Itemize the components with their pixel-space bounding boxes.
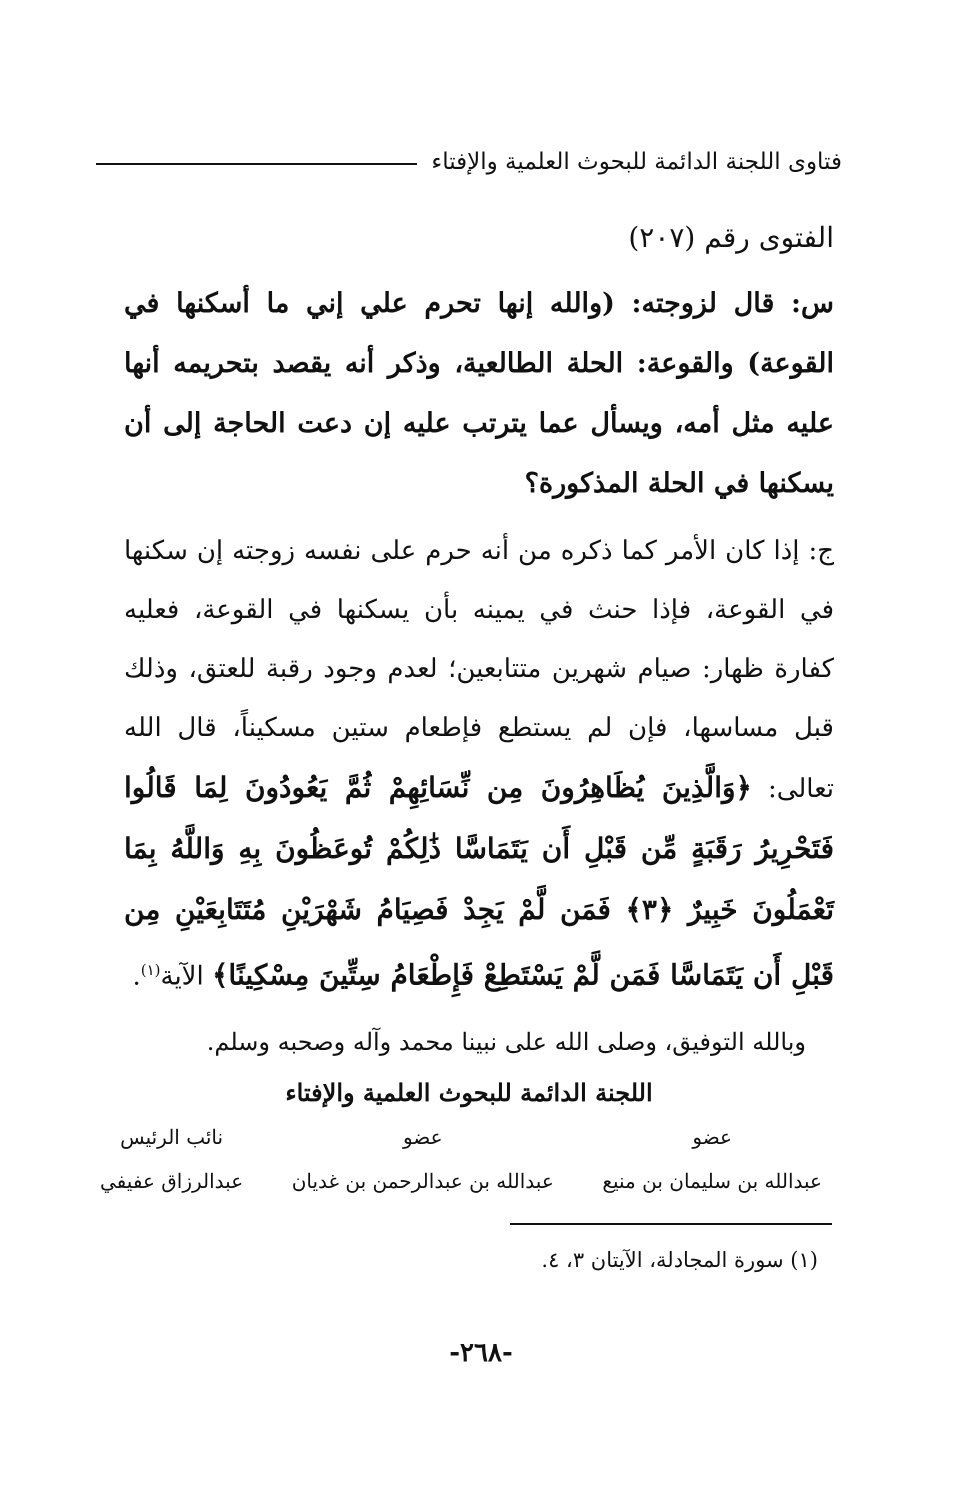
signatories — [100, 1125, 822, 1193]
signer-2 — [292, 1125, 554, 1193]
signer-name: عبدالرزاق عفيفي — [100, 1169, 244, 1193]
fatwa-body — [124, 208, 834, 1071]
signer-name: عبدالله بن عبدالرحمن بن غديان — [291, 1169, 554, 1193]
signer-role: نائب الرئيس — [120, 1125, 224, 1149]
committee-name: اللجنة الدائمة للبحوث العلمية والإفتاء — [285, 1078, 653, 1107]
footnote-separator — [510, 1223, 832, 1225]
fatwa-number: الفتوى رقم (٢٠٧) — [628, 221, 834, 254]
answer-paragraph: ج: إذا كان الأمر كما ذكره من أنه حرم على نفسه زوجته إن سكنها في القوعة، فإذا حنث في يمينه بأن يسكنها في القوعة، فعليه كفارة ظهار: صيام شهرين متتابعين؛ لعدم وجود رقبة للعتق، وذلك قبل مساسها، فإن لم يستطع فإطعام ستين مسكيناً، قال الله تعالى: ﴿وَالَّذِينَ يُظَاهِرُونَ مِن نِّسَائِهِمْ ثُمَّ يَعُودُونَ لِمَا قَالُوا فَتَحْرِيرُ رَقَبَةٍ مِّن قَبْلِ أَن يَتَمَاسَّا ذَٰلِكُمْ تُوعَظُونَ بِهِ وَاللَّهُ بِمَا تَعْمَلُونَ خَبِيرٌ ﴿٣﴾ فَمَن لَّمْ يَجِدْ فَصِيَامُ شَهْرَيْنِ مُتَتَابِعَيْنِ مِن قَبْلِ أَن يَتَمَاسَّا فَمَن لَّمْ يَسْتَطِعْ فَإِطْعَامُ سِتِّينَ مِسْكِينًا﴾ الآية$^{(١)}$. — [124, 536, 835, 992]
signer-3 — [100, 1125, 243, 1193]
signer-role: عضو — [692, 1125, 732, 1149]
running-header — [96, 142, 842, 182]
footnote-marker: (١) — [140, 961, 161, 979]
footnote: (١) سورة المجادلة، الآيتان ٣، ٤. — [541, 1248, 818, 1272]
quran-verse: ﴿وَالَّذِينَ يُظَاهِرُونَ مِن نِّسَائِهِمْ ثُمَّ يَعُودُونَ لِمَا قَالُوا فَتَحْرِيرُ رَقَبَةٍ مِّن قَبْلِ أَن يَتَمَاسَّا ذَٰلِكُمْ تُوعَظُونَ بِهِ وَاللَّهُ بِمَا تَعْمَلُونَ خَبِيرٌ ﴿٣﴾ فَمَن لَّمْ يَجِدْ فَصِيَامُ شَهْرَيْنِ مُتَتَابِعَيْنِ مِن قَبْلِ أَن يَتَمَاسَّا فَمَن لَّمْ يَسْتَطِعْ فَإِطْعَامُ سِتِّينَ مِسْكِينًا﴾ — [124, 771, 834, 992]
signer-name: عبدالله بن سليمان بن منيع — [602, 1169, 822, 1193]
closing-paragraph: وبالله التوفيق، وصلى الله على نبينا محمد وآله وصحبه وسلم. — [206, 1027, 806, 1056]
header-rule — [96, 163, 417, 165]
signer-1 — [602, 1125, 822, 1193]
verse-suffix: الآية — [160, 961, 204, 992]
running-header-title: فتاوى اللجنة الدائمة للبحوث العلمية والإفتاء — [431, 149, 842, 175]
signer-role: عضو — [402, 1125, 443, 1149]
page-number: -٢٦٨- — [449, 1338, 513, 1368]
question-paragraph: س: قال لزوجته: (والله إنها تحرم علي إني ما أسكنها في القوعة) والقوعة: الحلة الطالعية، وذكر أنه يقصد بتحريمه أنها عليه مثل أمه، ويسأل عما يترتب عليه إن دعت الحاجة إلى أن يسكنها في الحلة المذكورة؟ — [124, 288, 834, 499]
answer-text: ج: إذا كان الأمر كما ذكره من أنه حرم على نفسه زوجته إن سكنها في القوعة، فإذا حنث في يمينه بأن يسكنها في القوعة، فعليه كفارة ظهار: صيام شهرين متتابعين؛ لعدم وجود رقبة للعتق، وذلك قبل مساسها، فإن لم يستطع فإطعام ستين مسكيناً، قال الله تعالى: — [124, 536, 835, 804]
